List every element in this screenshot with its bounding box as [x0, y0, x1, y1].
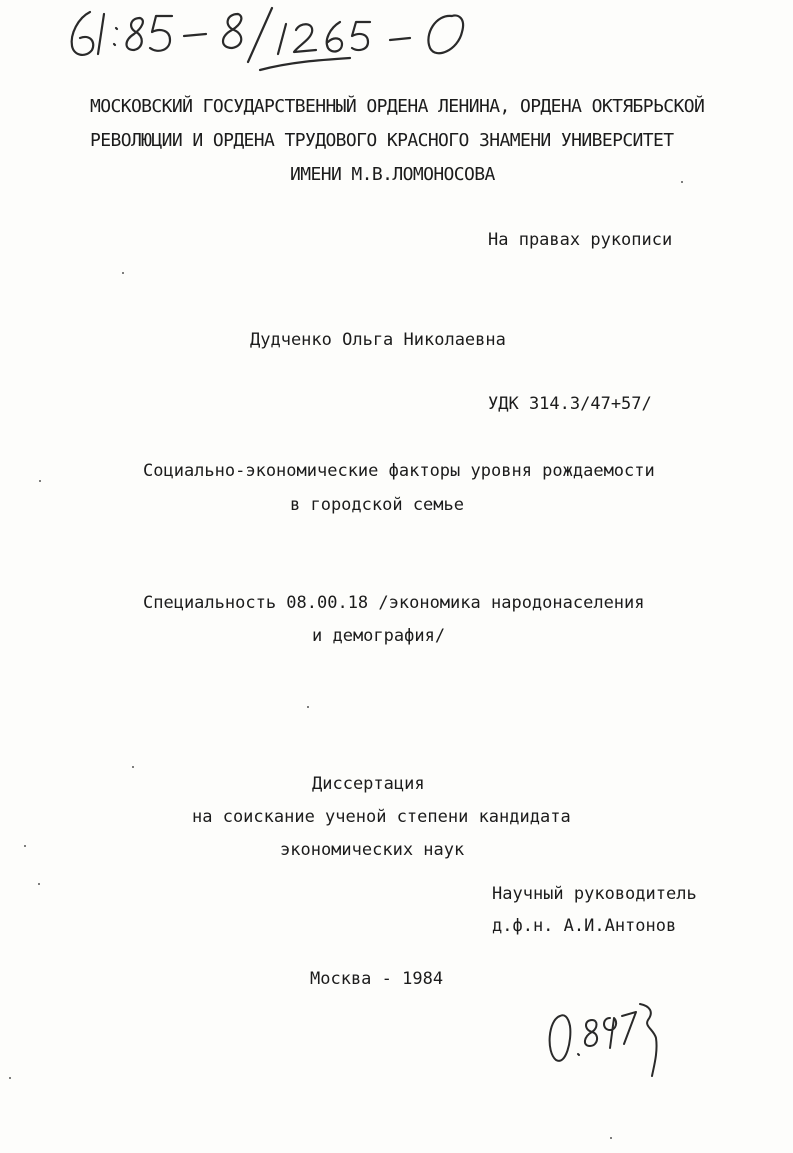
udc-code: УДК 314.3/47+57/: [488, 394, 652, 414]
dissertation-line-1: Диссертация: [312, 774, 425, 794]
author-name: Дудченко Ольга Николаевна: [250, 330, 506, 350]
supervisor-name: д.ф.н. А.И.Антонов: [492, 916, 677, 936]
specialty-line-2: и демография/: [312, 626, 446, 646]
scan-speck: [610, 1137, 612, 1139]
dissertation-line-3: экономических наук: [280, 840, 465, 860]
title-line-1: Социально-экономические факторы уровня рождаемости: [143, 461, 655, 481]
dissertation-line-2: на соискание ученой степени кандидата: [192, 807, 571, 827]
title-line-2: в городской семье: [290, 495, 464, 515]
scan-speck: [122, 272, 124, 274]
scan-speck: [307, 706, 309, 708]
institution-line-3: ИМЕНИ М.В.ЛОМОНОСОВА: [290, 164, 495, 185]
handwritten-catalog-number: [60, 0, 540, 80]
handwritten-note: [540, 990, 670, 1080]
specialty-line-1: Специальность 08.00.18 /экономика народонаселения: [143, 593, 645, 613]
place-year: Москва - 1984: [310, 969, 444, 989]
supervisor-label: Научный руководитель: [492, 884, 697, 904]
scan-speck: [9, 1077, 11, 1079]
scan-speck: [39, 480, 41, 482]
institution-line-2: РЕВОЛЮЦИИ И ОРДЕНА ТРУДОВОГО КРАСНОГО ЗНАМЕНИ УНИВЕРСИТЕТ: [90, 130, 674, 151]
scan-speck: [681, 181, 683, 183]
institution-line-1: МОСКОВСКИЙ ГОСУДАРСТВЕННЫЙ ОРДЕНА ЛЕНИНА, ОРДЕНА ОКТЯБРЬСКОЙ: [90, 96, 705, 117]
rights-note: На правах рукописи: [488, 230, 673, 250]
scan-speck: [132, 766, 134, 768]
scan-speck: [24, 845, 26, 847]
scan-speck: [38, 883, 40, 885]
